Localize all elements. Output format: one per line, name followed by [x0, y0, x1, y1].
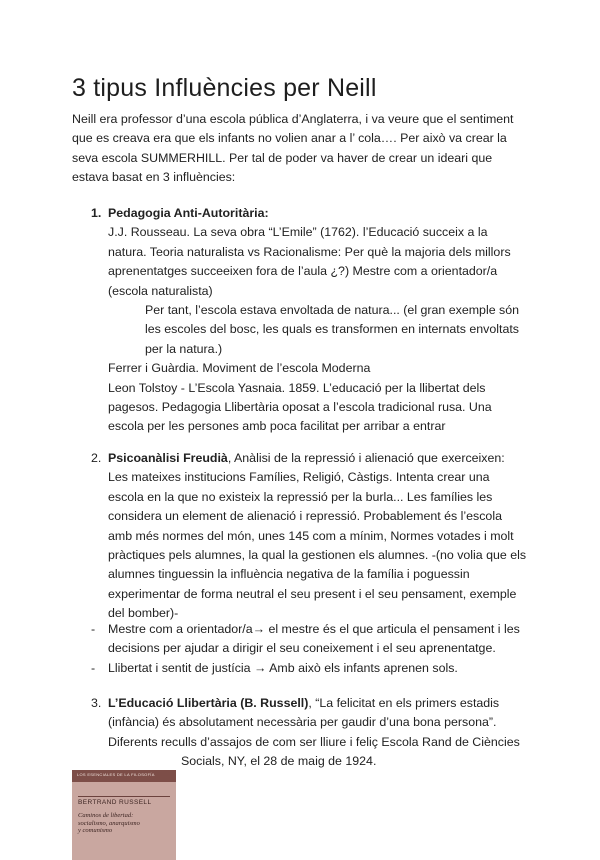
section-3-body — [108, 694, 528, 772]
book-series: LOS ESENCIALES DE LA FILOSOFÍA — [77, 772, 155, 777]
book-title-line: Caminos de libertad: — [78, 812, 134, 819]
bullet-marker-2: - — [91, 661, 96, 675]
book-cover-rule — [78, 796, 170, 797]
section-1-heading: Pedagogia Anti-Autoritària: — [108, 206, 269, 220]
book-title-line: socialismo, anarquismo — [78, 819, 140, 827]
bullet-marker-1: - — [91, 622, 96, 636]
page-title: 3 tipus Influències per Neill — [72, 74, 377, 102]
section-1-tolstoy: Leon Tolstoy - L’Escola Yasnaia. 1859. L’educació per la llibertat dels pagesos. Pedagogia Llibertària oposat a l’escola tradicional rusa. Una escola per les persones amb poca facilitat per arribar a entrar — [108, 380, 492, 434]
book-cover-image — [72, 770, 176, 860]
section-3-text: , “La felicitat en els primers estadis (infància) és absolutament necessària per gaudir d’una bona persona”. Diferents reculls d’assajos de com ser lliure i feliç Escola Rand de Ciències — [108, 696, 520, 749]
section-3-number: 3. — [91, 696, 102, 710]
section-2-body — [108, 449, 528, 624]
section-1-nature-note: Per tant, l’escola estava envoltada de natura... (el gran exemple són les escoles del bosc, les quals es transformen en internats envoltats per la natura.) — [145, 303, 520, 356]
intro-paragraph: Neill era professor d’una escola pública d’Anglaterra, i va veure que el sentiment que es creava era que els infants no volien anar a l’ cola…. Per això va crear la seva escola SUMMERHILL. Per tal de poder va haver de crear un ideari que estava basat en 3 influències: — [72, 112, 514, 185]
book-title — [78, 812, 140, 835]
section-3-heading: L’Educació Llibertària (B. Russell) — [108, 696, 309, 710]
section-2-heading: Psicoanàlisi Freudià — [108, 451, 228, 465]
section-3-text-end: Socials, NY, el 28 de maig de 1924. — [181, 754, 377, 769]
section-2-number: 2. — [91, 451, 102, 465]
section-1-ferrer: Ferrer i Guàrdia. Moviment de l’escola Moderna — [108, 361, 371, 376]
bullet-item-2: Llibertat i sentit de justícia → Amb això els infants aprenen sols. — [108, 661, 458, 675]
book-title-line: y comunismo — [78, 827, 113, 834]
section-1-number: 1. — [91, 206, 102, 220]
book-author: BERTRAND RUSSELL — [78, 799, 152, 806]
section-2-text: , Anàlisi de la repressió i alienació que exerceixen: Les mateixes institucions Famílies, Religió, Càstigs. Intenta crear una escola en la que no existeix la repressió per la burla... Les famílies les considera un element de alienació i repressió. Probablement és l’escola amb més normes del món, unes 145 com a mínim, Normes votades i molt pràctiques pels alumnes, la qual la gestionen els alumnes. -(no volia que els alumnes tinguessin la influència negativa de la família i poguessin experimentar de forma neutral el seu present i el seu pensament, exemple del bomber)- — [108, 451, 527, 621]
section-1-rousseau: J.J. Rousseau. La seva obra “L’Emile” (1762). l’Educació succeix a la natura. Teoria naturalista vs Racionalisme: Per què la majoria dels millors aprenentatges succeeixen fora de l’aula ¿?) Mestre com a orientador/a (escola naturalista) — [108, 225, 511, 298]
section-1-body — [108, 204, 528, 437]
bullet-item-1: Mestre com a orientador/a→ el mestre és el que articula el pensament i les decisions per ajudar a dirigir el seu coneixement i el seu aprenentatge. — [108, 622, 520, 656]
